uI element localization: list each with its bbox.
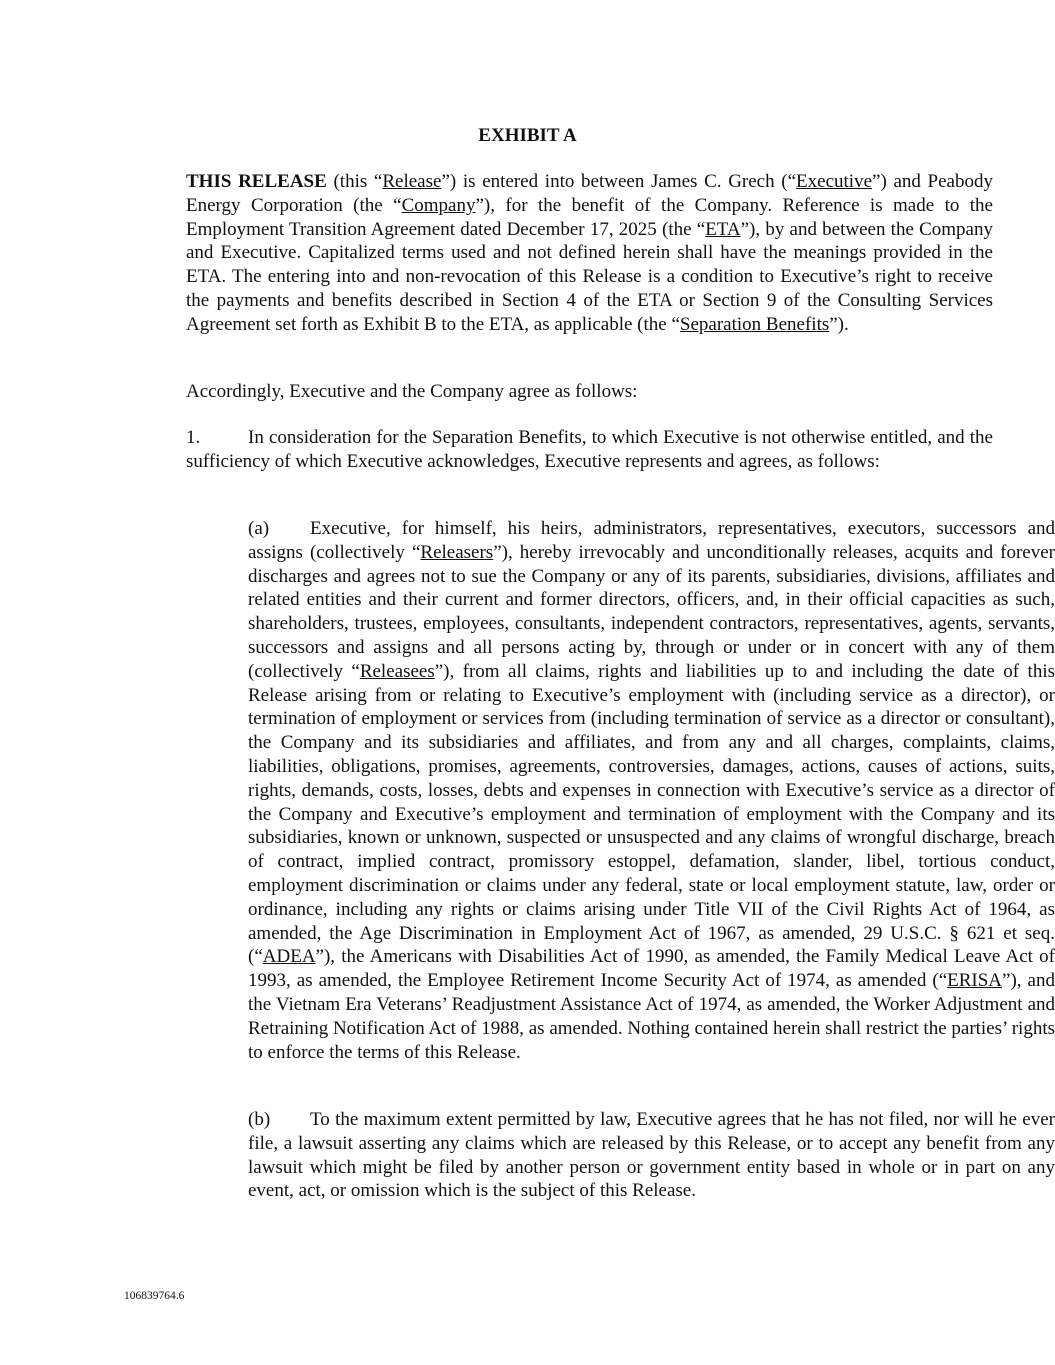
subsection-b-text: To the maximum extent permitted by law, Executive agrees that he has not filed, nor will he ever file, a lawsuit asserting any claims which are released by this Release, or to accept any benefit from any lawsuit which might be filed by another person or government entity based in whole or in part on any event, act, or omission which is the subject of this Release. xyxy=(248,1109,1055,1202)
defined-term-releasers: Releasers xyxy=(420,541,494,563)
section-1-number: 1. xyxy=(186,427,201,448)
agreement-paragraph: Accordingly, Executive and the Company agree as follows: xyxy=(186,381,638,402)
defined-term-company: Company xyxy=(401,194,476,216)
section-1-paragraph xyxy=(124,426,993,474)
subsection-b-label: (b) xyxy=(248,1109,271,1130)
defined-term-release: Release xyxy=(382,171,442,192)
document-id-footer: 106839764.6 xyxy=(124,1290,185,1302)
defined-term-releasees: Releasees xyxy=(359,660,435,682)
defined-term-eta: ETA xyxy=(705,218,741,240)
defined-term-executive: Executive xyxy=(796,171,873,192)
section-1-text: In consideration for the Separation Benefits, to which Executive is not otherwise entitled, and the sufficiency of which Executive acknowledges, Executive represents and agrees, as follows: xyxy=(186,427,993,472)
subsection-b-paragraph xyxy=(124,1108,1055,1203)
defined-term-adea: ADEA xyxy=(262,946,316,968)
intro-paragraph: THIS RELEASE (this “Release”) is entered into between James C. Grech (“Executive”) and Peabody Energy Corporation (the “Company”), for the benefit of the Company. Reference is made to the Employment Transition Agreement dated December 17, 2025 (the “ETA”), by and between the Company and Executive. Capitalized terms used and not defined herein shall have the meanings provided in the ETA. The entering into and non-revocation of this Release is a condition to Executive’s right to receive the payments and benefits described in Section 4 of the ETA or Section 9 of the Consulting Services Agreement set forth as Exhibit B to the ETA, as applicable (the “Separation Benefits”). xyxy=(186,171,993,335)
defined-term-separation-benefits: Separation Benefits xyxy=(679,313,830,335)
subsection-a-label: (a) xyxy=(248,518,270,539)
defined-term-erisa: ERISA xyxy=(947,970,1003,992)
page-title: EXHIBIT A xyxy=(478,125,577,146)
intro-lead: THIS RELEASE xyxy=(186,171,327,192)
subsection-a-paragraph: (a) Executive, for himself, his heirs, administrators, representatives, executors, successors and assigns (collectively “Releasers”), hereby irrevocably and unconditionally releases, acquits and forever discharges and agrees not to sue the Company or any of its parents, subsidiaries, divisions, affiliates and related entities and their current and former directors, officers, and, in their official capacities as such, shareholders, trustees, employees, consultants, independent contractors, representatives, agents, servants, successors and assigns and all persons acting by, through or under or in concert with any of them (collectively “Releasees”), from all claims, rights and liabilities up to and including the date of this Release arising from or relating to Executive’s employment with (including service as a director), or termination of employment or services from (including termination of service as a director or consultant), the Company and its subsidiaries and affiliates, and from any and all charges, complaints, claims, liabilities, obligations, promises, agreements, controversies, damages, actions, causes of actions, suits, rights, demands, costs, losses, debts and expenses in connection with Executive’s service as a director of the Company and Executive’s employment and termination of employment with the Company and its subsidiaries, known or unknown, suspected or unsuspected and any claims of wrongful discharge, breach of contract, implied contract, promissory estoppel, defamation, slander, libel, tortious conduct, employment discrimination or claims under any federal, state or local employment statute, law, order or ordinance, including any rights or claims arising under Title VII of the Civil Rights Act of 1964, as amended, the Age Discrimination in Employment Act of 1967, as amended, 29 U.S.C. § 621 et seq. (“ADEA”), the Americans with Disabilities Act of 1990, as amended, the Family Medical Leave Act of 1993, as amended, the Employee Retirement Income Security Act of 1974, as amended (“ERISA”), and the Vietnam Era Veterans’ Readjustment Assistance Act of 1974, as amended, the Worker Adjustment and Retraining Notification Act of 1988, as amended. Nothing contained herein shall restrict the parties’ rights to enforce the terms of this Release. xyxy=(248,518,1055,1063)
